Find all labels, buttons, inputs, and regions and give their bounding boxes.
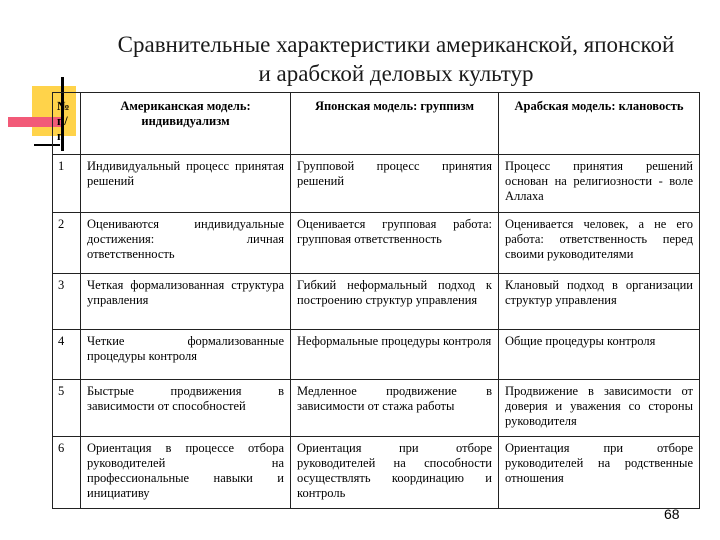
table-header-row	[53, 93, 700, 155]
header-number: № п/ п	[53, 93, 81, 155]
slide-title-line-2: и арабской деловых культур	[258, 61, 534, 86]
header-arab-model: Арабская модель: клановость	[499, 93, 700, 155]
cell-american: Быстрые продвижения в зависимости от способностей	[81, 380, 291, 437]
table-row	[53, 437, 700, 509]
cell-japanese: Медленное продвижение в зависимости от стажа работы	[291, 380, 499, 437]
table-row	[53, 155, 700, 213]
cell-arab: Общие процедуры контроля	[499, 330, 700, 380]
cell-arab: Клановый подход в организации структур управления	[499, 274, 700, 330]
table-row	[53, 330, 700, 380]
table-row	[53, 380, 700, 437]
cell-japanese: Групповой процесс принятия решений	[291, 155, 499, 213]
cell-american: Индивидуальный процесс принятая решений	[81, 155, 291, 213]
cell-american: Оцениваются индивидуальные достижения: личная ответственность	[81, 213, 291, 274]
table-row	[53, 274, 700, 330]
slide-title	[96, 30, 696, 88]
cell-american: Ориентация в процессе отбора руководителей на профессиональные навыки и инициативу	[81, 437, 291, 509]
table-row	[53, 213, 700, 274]
cell-japanese: Ориентация при отборе руководителей на способности осуществлять координацию и контроль	[291, 437, 499, 509]
slide-title-line-1: Сравнительные характеристики американской, японской	[117, 32, 675, 57]
row-number: 1	[53, 155, 81, 213]
header-japanese-model: Японская модель: группизм	[291, 93, 499, 155]
row-number: 6	[53, 437, 81, 509]
cell-arab: Ориентация при отборе руководителей на родственные отношения	[499, 437, 700, 509]
row-number: 5	[53, 380, 81, 437]
row-number: 2	[53, 213, 81, 274]
cell-arab: Продвижение в зависимости от доверия и уважения со стороны руководителя	[499, 380, 700, 437]
cell-american: Четкие формализованные процедуры контроля	[81, 330, 291, 380]
row-number: 3	[53, 274, 81, 330]
cell-japanese: Оценивается групповая работа: групповая ответственность	[291, 213, 499, 274]
page-number: 68	[664, 506, 680, 522]
cell-arab: Процесс принятия решений основан на религиозности - воле Аллаха	[499, 155, 700, 213]
cell-japanese: Гибкий неформальный подход к построению структур управления	[291, 274, 499, 330]
header-american-model: Американская модель: индивидуализм	[81, 93, 291, 155]
comparison-table	[52, 92, 700, 509]
cell-japanese: Неформальные процедуры контроля	[291, 330, 499, 380]
cell-american: Четкая формализованная структура управления	[81, 274, 291, 330]
cell-arab: Оценивается человек, а не его работа: ответственность перед своими руководителями	[499, 213, 700, 274]
row-number: 4	[53, 330, 81, 380]
